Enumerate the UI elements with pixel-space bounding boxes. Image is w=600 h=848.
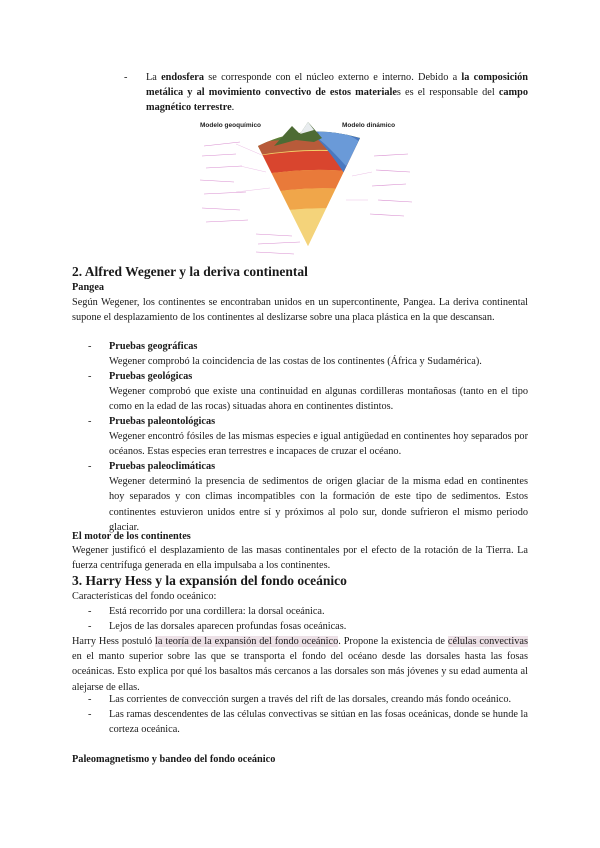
pangea-subheading: Pangea [72, 282, 105, 293]
section2-heading: 2. Alfred Wegener y la deriva continental [72, 264, 308, 279]
proof-text: Wegener determinó la presencia de sedimentos de origen glaciar de la misma edad en continentes hoy separados y con climas incompatibles con la formación de este tipo de sedimentos. Estos continentes estuvieron unidos entre sí y próximos al polo sur, donde sufrieron el mismo periodo glaciar. [109, 476, 528, 533]
pangea-paragraph: Según Wegener, los continentes se encontraban unidos en un supercontinente, Pangea. La deriva continental supone el desplazamiento de los continentes al deslizarse sobre una placa plástica en la que descansan. [72, 297, 528, 324]
hess-paragraph: Harry Hess postuló la teoría de la expansión del fondo oceánico. Propone la existencia de células convectivas en el manto superior sobre las que se transporta el fondo del océano desde las dorsales hasta las fosas oceánicas. Esto explica por qué los basaltos más cercanos a las dorsales son más jóvenes y su edad aumenta al alejarse de ellas. [72, 636, 528, 693]
list-item: - Pruebas geográficas Wegener comprobó la coincidencia de las costas de los continentes (África y Sudamérica). [88, 339, 528, 369]
currents-list [88, 692, 528, 738]
endosfera-text: La endosfera se corresponde con el núcleo externo e interno. Debido a la composición metálica y al movimiento convectivo de estos materiales es el responsable del campo magnético terrestre. [146, 72, 529, 114]
paleo-subheading: Paleomagnetismo y bandeo del fondo oceánico [72, 754, 276, 765]
list-item: - Lejos de las dorsales aparecen profundas fosas oceánicas. [88, 621, 347, 633]
list-item: - Está recorrido por una cordillera: la dorsal oceánica. [88, 606, 325, 617]
proof-text: Wegener encontró fósiles de las mismas especies e igual antigüedad en continentes hoy separados por océanos. Estas especies eran terrestres e incapaces de cruzar el océano. [109, 431, 528, 458]
list-item: - Las ramas descendentes de las células convectivas se sitúan en las fosas oceánicas, donde se hunde la corteza oceánica. [88, 709, 528, 736]
proof-title: Pruebas geográficas [109, 341, 198, 352]
proof-title: Pruebas paleontológicas [109, 416, 216, 427]
highlight-cells: células convectivas [447, 636, 528, 647]
features-intro: Características del fondo oceánico: [72, 591, 217, 602]
proofs-list [88, 339, 528, 535]
proof-text: Wegener comprobó que existe una continuidad en algunas cordilleras montañosas (tanto en el tipo como en la edad de las rocas) situadas ahora en continentes distintos. [109, 386, 528, 413]
proof-title: Pruebas geológicas [109, 371, 193, 382]
section3-heading: 3. Harry Hess y la expansión del fondo oceánico [72, 573, 347, 588]
proof-title: Pruebas paleoclimáticas [109, 461, 216, 472]
motor-paragraph: Wegener justificó el desplazamiento de las masas continentales por el efecto de la rotación de la Tierra. La fuerza centrífuga generada en ella impulsaba a los continentes. [72, 545, 528, 572]
highlight-theory: la teoría de la expansión del fondo oceánico [155, 636, 339, 647]
list-item: - Pruebas paleoclimáticas Wegener determinó la presencia de sedimentos de origen glaciar de la misma edad en continentes hoy separados y con climas incompatibles con la formación de este tipo de sedimentos. Estos continentes estuvieron unidos entre sí y próximos al polo sur, donde sufrieron el mismo periodo glaciar. [88, 459, 528, 535]
list-item: - Las corrientes de convección surgen a través del rift de las dorsales, creando más fondo oceánico. [88, 694, 512, 705]
list-item: - Pruebas paleontológicas Wegener encontró fósiles de las mismas especies e igual antigüedad en continentes hoy separados por océanos. Estas especies eran terrestres e incapaces de cruzar el océano. [88, 414, 528, 459]
features-list [88, 604, 528, 634]
earth-layers-diagram [196, 116, 416, 258]
label-dynamic: Modelo dinámico [342, 122, 396, 129]
earth-layers-figure [196, 116, 416, 258]
motor-subheading: El motor de los continentes [72, 531, 191, 542]
label-geochemical: Modelo geoquímico [200, 122, 262, 129]
proof-text: Wegener comprobó la coincidencia de las costas de los continentes (África y Sudamérica). [109, 356, 482, 368]
endosfera-bullet [124, 70, 528, 116]
list-item: - Pruebas geológicas Wegener comprobó que existe una continuidad en algunas cordilleras montañosas (tanto en el tipo como en la edad de las rocas) situadas ahora en continentes distintos. [88, 369, 528, 414]
bullet-dash: - [124, 72, 128, 83]
